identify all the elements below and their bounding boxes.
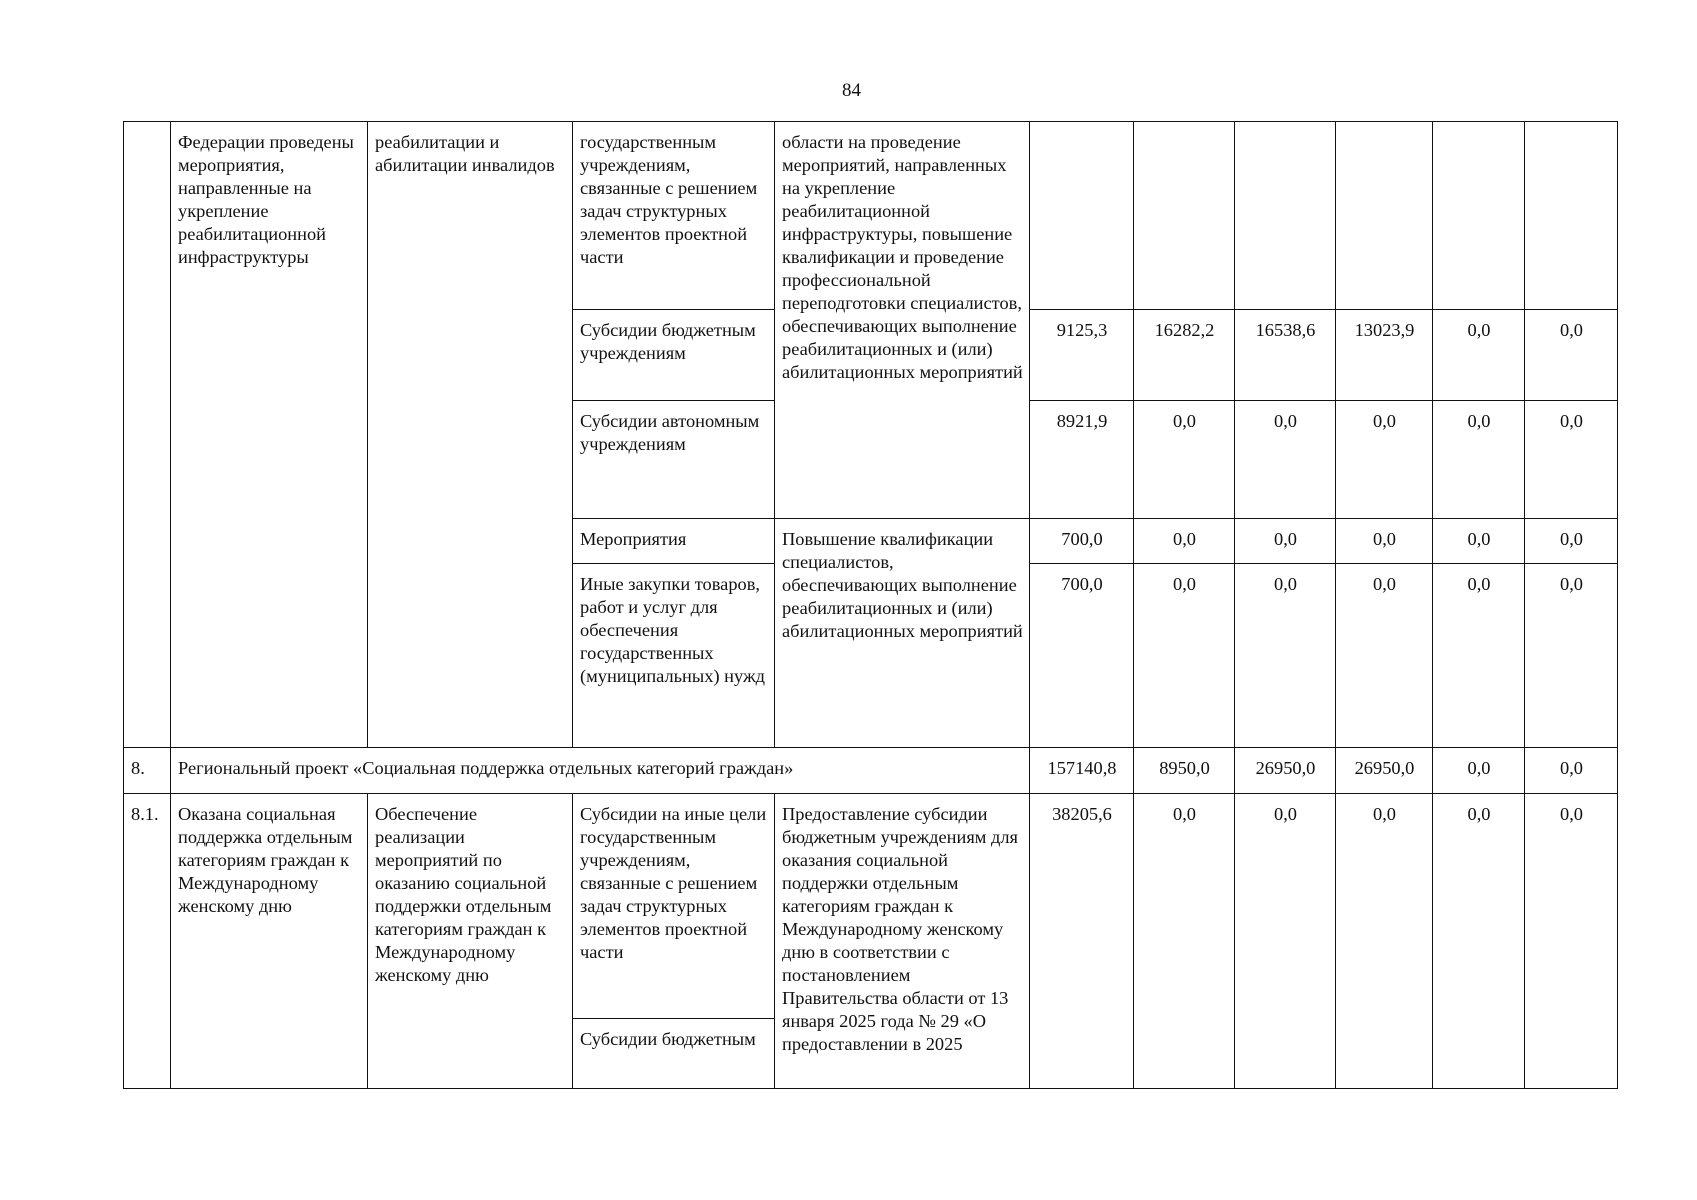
value-2028: 0,0 [1336,794,1433,1089]
value-2025: 700,0 [1030,519,1134,564]
event-cell: Обеспечение реализации мероприятий по оказанию социальной поддержки отдельным категориям граждан к Международному женскому дню [368,794,573,1089]
row-number-cell [124,122,171,748]
project-row [124,748,1618,794]
value-2025: 700,0 [1030,564,1134,748]
value-2029: 0,0 [1433,748,1525,794]
value-2025: 157140,8 [1030,748,1134,794]
expense-type-cell: государственным учреждениям, связанные с решением задач структурных элементов проектной части [573,122,775,310]
value-2026: 16282,2 [1134,310,1235,401]
value-2029: 0,0 [1433,519,1525,564]
expense-type-cell: Субсидии бюджетным учреждениям [573,310,775,401]
value-2027: 0,0 [1235,401,1336,519]
expense-type-cell: Субсидии автономным учреждениям [573,401,775,519]
expense-type-cell: Субсидии на иные цели государственным учреждениям, связанные с решением задач структурных элементов проектной части [573,794,775,1019]
table-row [124,122,1618,310]
value-2027: 0,0 [1235,564,1336,748]
expense-type-cell: Иные закупки товаров, работ и услуг для обеспечения государственных (муниципальных) нужд [573,564,775,748]
table-row [124,794,1618,1019]
result-cell: Оказана социальная поддержка отдельным категориям граждан к Международному женскому дню [171,794,368,1089]
result-cell: Федерации проведены мероприятия, направленные на укрепление реабилитационной инфраструктуры [171,122,368,748]
value-2029: 0,0 [1433,401,1525,519]
budget-table [123,121,1618,1089]
value-2027: 16538,6 [1235,310,1336,401]
project-title: Региональный проект «Социальная поддержка отдельных категорий граждан» [171,748,1030,794]
value-2028: 0,0 [1336,401,1433,519]
value-2030: 0,0 [1525,310,1618,401]
value-2030: 0,0 [1525,564,1618,748]
value-2028: 13023,9 [1336,310,1433,401]
value-2026: 8950,0 [1134,748,1235,794]
project-number: 8. [124,748,171,794]
value-2026: 0,0 [1134,401,1235,519]
value-2025: 38205,6 [1030,794,1134,1089]
value-2030: 0,0 [1525,794,1618,1089]
value-2028: 0,0 [1336,564,1433,748]
event-cell: реабилитации и абилитации инвалидов [368,122,573,748]
value-2025: 8921,9 [1030,401,1134,519]
description-cell: Предоставление субсидии бюджетным учреждениям для оказания социальной поддержки отдельным категориям граждан к Международному женскому дню в соответствии с постановлением Правительства области от 13 января 2025 года № 29 «О предоставлении в 2025 [775,794,1030,1089]
row-number-cell: 8.1. [124,794,171,1089]
description-cell: Повышение квалификации специалистов, обеспечивающих выполнение реабилитационных и (или) абилитационных мероприятий [775,519,1030,748]
value-2030: 0,0 [1525,401,1618,519]
value-2025: 9125,3 [1030,310,1134,401]
description-cell: области на проведение мероприятий, направленных на укрепление реабилитационной инфраструктуры, повышение квалификации и проведение профессиональной переподготовки специалистов, обеспечивающих выполнение реабилитационных и (или) абилитационных мероприятий [775,122,1030,519]
value-2027: 0,0 [1235,519,1336,564]
value-2027: 26950,0 [1235,748,1336,794]
expense-type-cell: Мероприятия [573,519,775,564]
value-2027: 0,0 [1235,794,1336,1089]
value-2026: 0,0 [1134,519,1235,564]
value-2030: 0,0 [1525,748,1618,794]
value-2030: 0,0 [1525,519,1618,564]
value-2026: 0,0 [1134,564,1235,748]
expense-type-cell: Субсидии бюджетным [573,1019,775,1089]
value-2029: 0,0 [1433,310,1525,401]
value-2026: 0,0 [1134,794,1235,1089]
value-2029: 0,0 [1433,564,1525,748]
page-number: 84 [842,80,861,101]
value-2028: 26950,0 [1336,748,1433,794]
value-2029: 0,0 [1433,794,1525,1089]
value-2028: 0,0 [1336,519,1433,564]
